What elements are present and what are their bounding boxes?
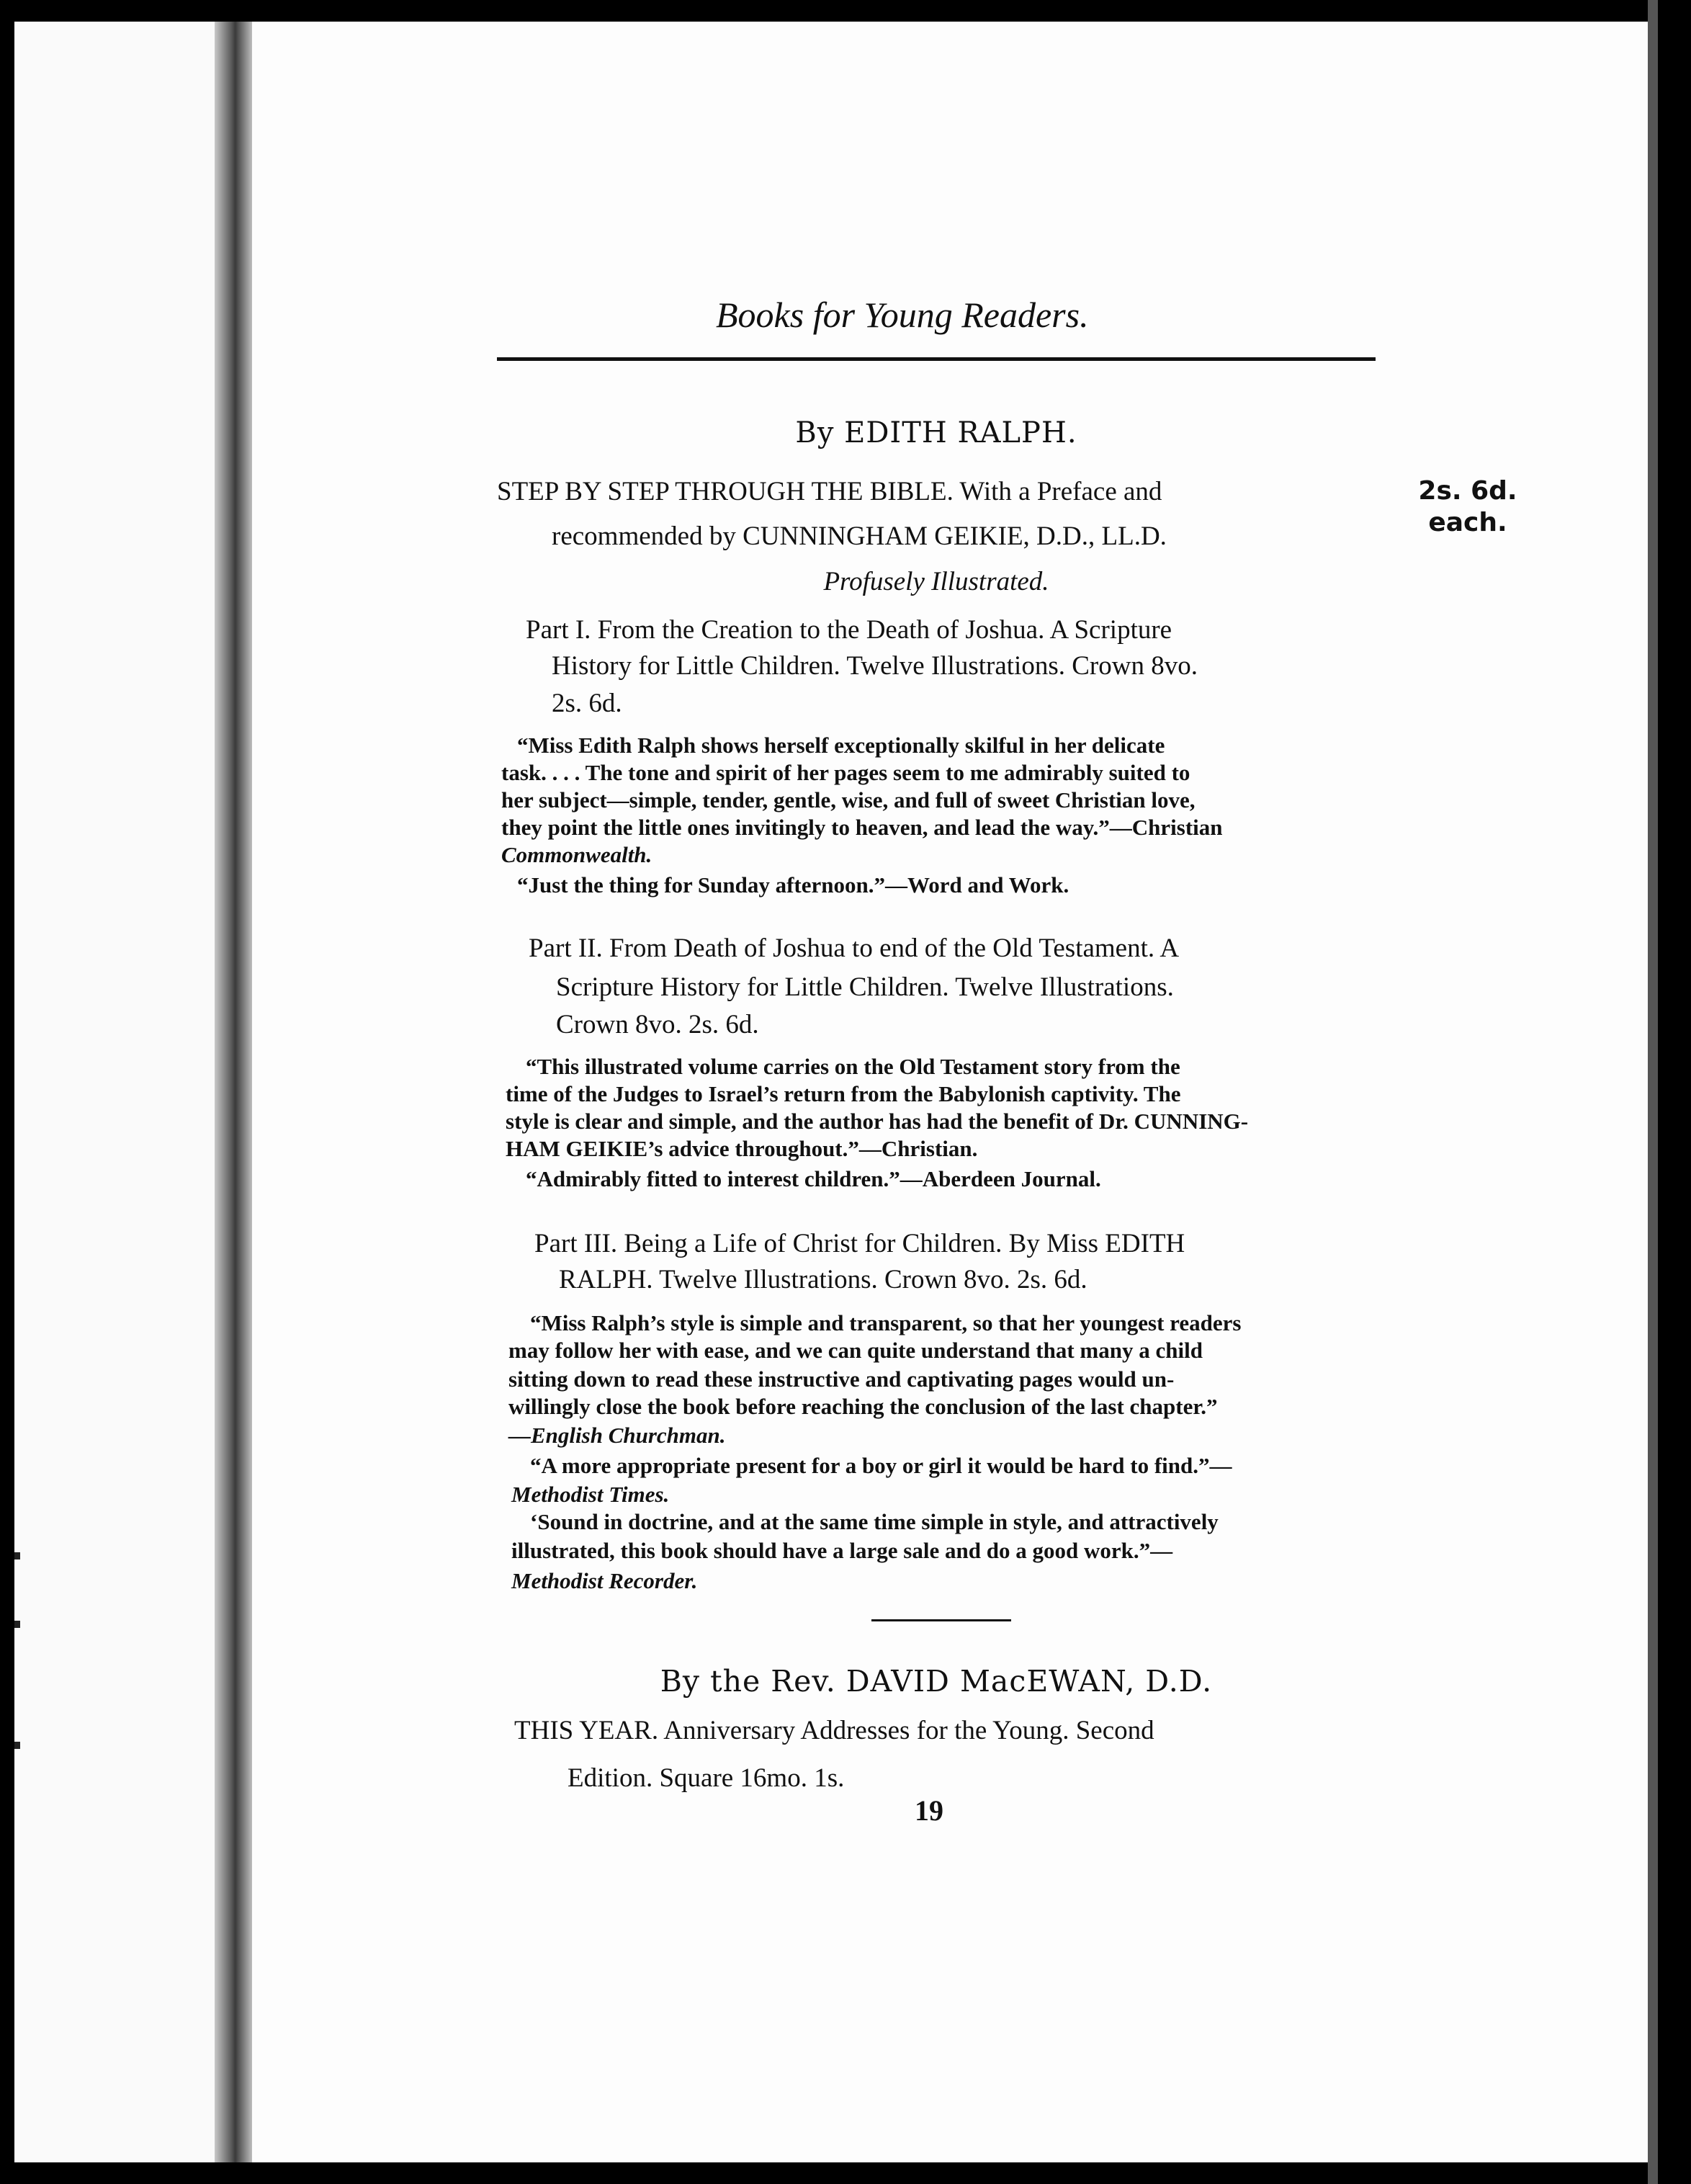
illustrated-note: Profusely Illustrated.	[823, 567, 1049, 596]
part2-quote-line-1: “This illustrated volume carries on the Old Testament story from the	[526, 1054, 1180, 1079]
part1-quote-line-2: task. . . . The tone and spirit of her pages seem to me admirably suited to	[501, 760, 1190, 785]
part3-quote-line-9: illustrated, this book should have a large sale and do a good work.”—	[511, 1538, 1173, 1563]
series-title-line-2: recommended by CUNNINGHAM GEIKIE, D.D., LL.D.	[552, 522, 1167, 551]
part1-quote-line-6: “Just the thing for Sunday afternoon.”—Word and Work.	[517, 872, 1069, 898]
part2-quote-line-2: time of the Judges to Israel’s return from the Babylonish captivity. The	[506, 1081, 1181, 1106]
part3-line-2: RALPH. Twelve Illustrations. Crown 8vo. 2s. 6d.	[559, 1265, 1087, 1294]
section-divider	[871, 1619, 1011, 1621]
part1-line-1: Part I. From the Creation to the Death of Joshua. A Scripture	[526, 615, 1172, 645]
head-rule	[497, 357, 1376, 361]
book-gutter	[215, 22, 252, 2162]
running-head: Books for Young Readers.	[716, 295, 1089, 335]
part2-line-2: Scripture History for Little Children. Twelve Illustrations.	[556, 972, 1174, 1002]
part1-quote-line-5: Commonwealth.	[501, 842, 652, 867]
part1-quote-line-4: they point the little ones invitingly to heaven, and lead the way.”—Christian	[501, 815, 1223, 840]
part1-quote-line-1: “Miss Edith Ralph shows herself exceptionally skilful in her delicate	[517, 733, 1165, 758]
part2-line-3: Crown 8vo. 2s. 6d.	[556, 1010, 759, 1039]
part3-quote-line-5: —English Churchman.	[508, 1423, 726, 1448]
price-line-2: each.	[1428, 508, 1507, 537]
scan-border-left	[0, 0, 14, 2184]
part2-quote-line-3: style is clear and simple, and the author has had the benefit of Dr. CUNNING-	[506, 1109, 1249, 1134]
section-author-david-macewan: By the Rev. DAVID MacEWAN, D.D.	[660, 1664, 1213, 1699]
part3-quote-line-4: willingly close the book before reaching the conclusion of the last chapter.”	[508, 1394, 1218, 1419]
scan-border-right	[1648, 0, 1691, 2184]
part2-line-1: Part II. From Death of Joshua to end of the Old Testament. A	[529, 934, 1180, 963]
facing-page	[14, 22, 215, 2162]
price-note	[1403, 475, 1533, 539]
part3-quote-line-3: sitting down to read these instructive and captivating pages would un-	[508, 1366, 1175, 1392]
part3-quote-line-2: may follow her with ease, and we can quite understand that many a child	[508, 1338, 1203, 1363]
this-year-line-2: Edition. Square 16mo. 1s.	[568, 1763, 845, 1793]
part3-quote-line-7: Methodist Times.	[511, 1482, 670, 1507]
scan-border-bottom	[0, 2162, 1691, 2184]
part3-quote-line-8: ‘Sound in doctrine, and at the same time simple in style, and attractively	[530, 1509, 1219, 1534]
section-author-edith-ralph: By EDITH RALPH.	[795, 416, 1077, 449]
series-title-line-1: STEP BY STEP THROUGH THE BIBLE. With a Preface and	[497, 477, 1162, 506]
part2-quote-line-4: HAM GEIKIE’s advice throughout.”—Christian.	[506, 1136, 978, 1161]
price-line-1: 2s. 6d.	[1418, 476, 1517, 506]
part3-quote-line-10: Methodist Recorder.	[511, 1568, 698, 1593]
part3-quote-line-1: “Miss Ralph’s style is simple and transparent, so that her youngest readers	[530, 1310, 1242, 1335]
part3-quote-line-6: “A more appropriate present for a boy or girl it would be hard to find.”—	[530, 1453, 1232, 1478]
this-year-line-1: THIS YEAR. Anniversary Addresses for the Young. Second	[514, 1716, 1154, 1745]
part1-quote-line-3: her subject—simple, tender, gentle, wise, and full of sweet Christian love,	[501, 787, 1196, 813]
part2-quote-line-5: “Admirably fitted to interest children.”—Aberdeen Journal.	[526, 1166, 1101, 1191]
scan-border-top	[0, 0, 1691, 22]
part3-line-1: Part III. Being a Life of Christ for Children. By Miss EDITH	[534, 1229, 1185, 1258]
part1-line-2: History for Little Children. Twelve Illustrations. Crown 8vo.	[552, 651, 1198, 681]
page-number: 19	[915, 1794, 943, 1827]
part1-line-3: 2s. 6d.	[552, 689, 622, 718]
